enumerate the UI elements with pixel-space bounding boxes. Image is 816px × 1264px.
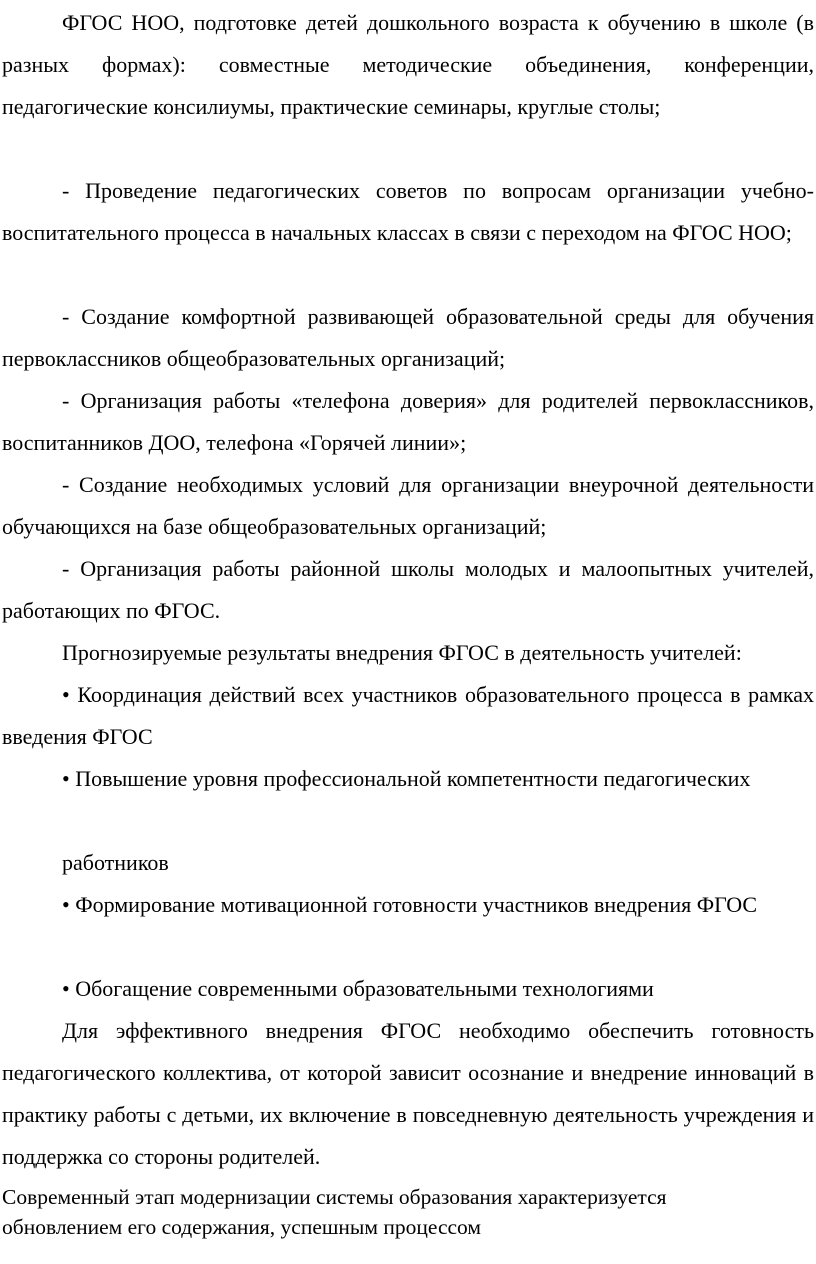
bullet-motivational-readiness: • Формирование мотивационной готовности участников внедрения ФГОС — [62, 892, 758, 917]
paragraph-young-teachers-school: - Организация работы районной школы молодых и малоопытных учителей, работающих по ФГОС. — [2, 556, 814, 623]
bullet-coordination: • Координация действий всех участников образовательного процесса в рамках введения ФГОС — [2, 682, 814, 749]
bullet-modern-technologies: • Обогащение современными образовательными технологиями — [62, 976, 654, 1001]
bullet-competence-increase: • Повышение уровня профессиональной компетентности педагогических — [62, 766, 751, 791]
paragraph-pedagogical-councils: - Проведение педагогических советов по вопросам организации учебно-воспитательного процесса в начальных классах в связи с переходом на ФГОС НОО; — [2, 178, 814, 245]
paragraph-trust-hotline: - Организация работы «телефона доверия» для родителей первоклассников, воспитанников ДОО, телефона «Горячей линии»; — [2, 388, 814, 455]
bullet-competence-continuation: работников — [62, 850, 169, 875]
paragraph-modernization-stage: Современный этап модернизации системы образования характеризуется обновлением его содержания, успешным процессом — [2, 1185, 667, 1239]
paragraph-extracurricular-conditions: - Создание необходимых условий для организации внеурочной деятельности обучающихся на базе общеобразовательных организаций; — [2, 472, 814, 539]
paragraph-comfortable-environment: - Создание комфортной развивающей образовательной среды для обучения первоклассников общеобразовательных организаций; — [2, 304, 814, 371]
paragraph-fgos-noo-preparation: ФГОС НОО, подготовке детей дошкольного возраста к обучению в школе (в разных формах): совместные методические объединения, конференции, педагогические консилиумы, практические семинары, круглые столы; — [2, 10, 814, 119]
paragraph-expected-results-heading: Прогнозируемые результаты внедрения ФГОС в деятельность учителей: — [62, 640, 742, 665]
paragraph-effective-implementation: Для эффективного внедрения ФГОС необходимо обеспечить готовность педагогического коллектива, от которой зависит осознание и внедрение инноваций в практику работы с детьми, их включение в повседневную деятельность учреждения и поддержка со стороны родителей. — [2, 1018, 814, 1169]
